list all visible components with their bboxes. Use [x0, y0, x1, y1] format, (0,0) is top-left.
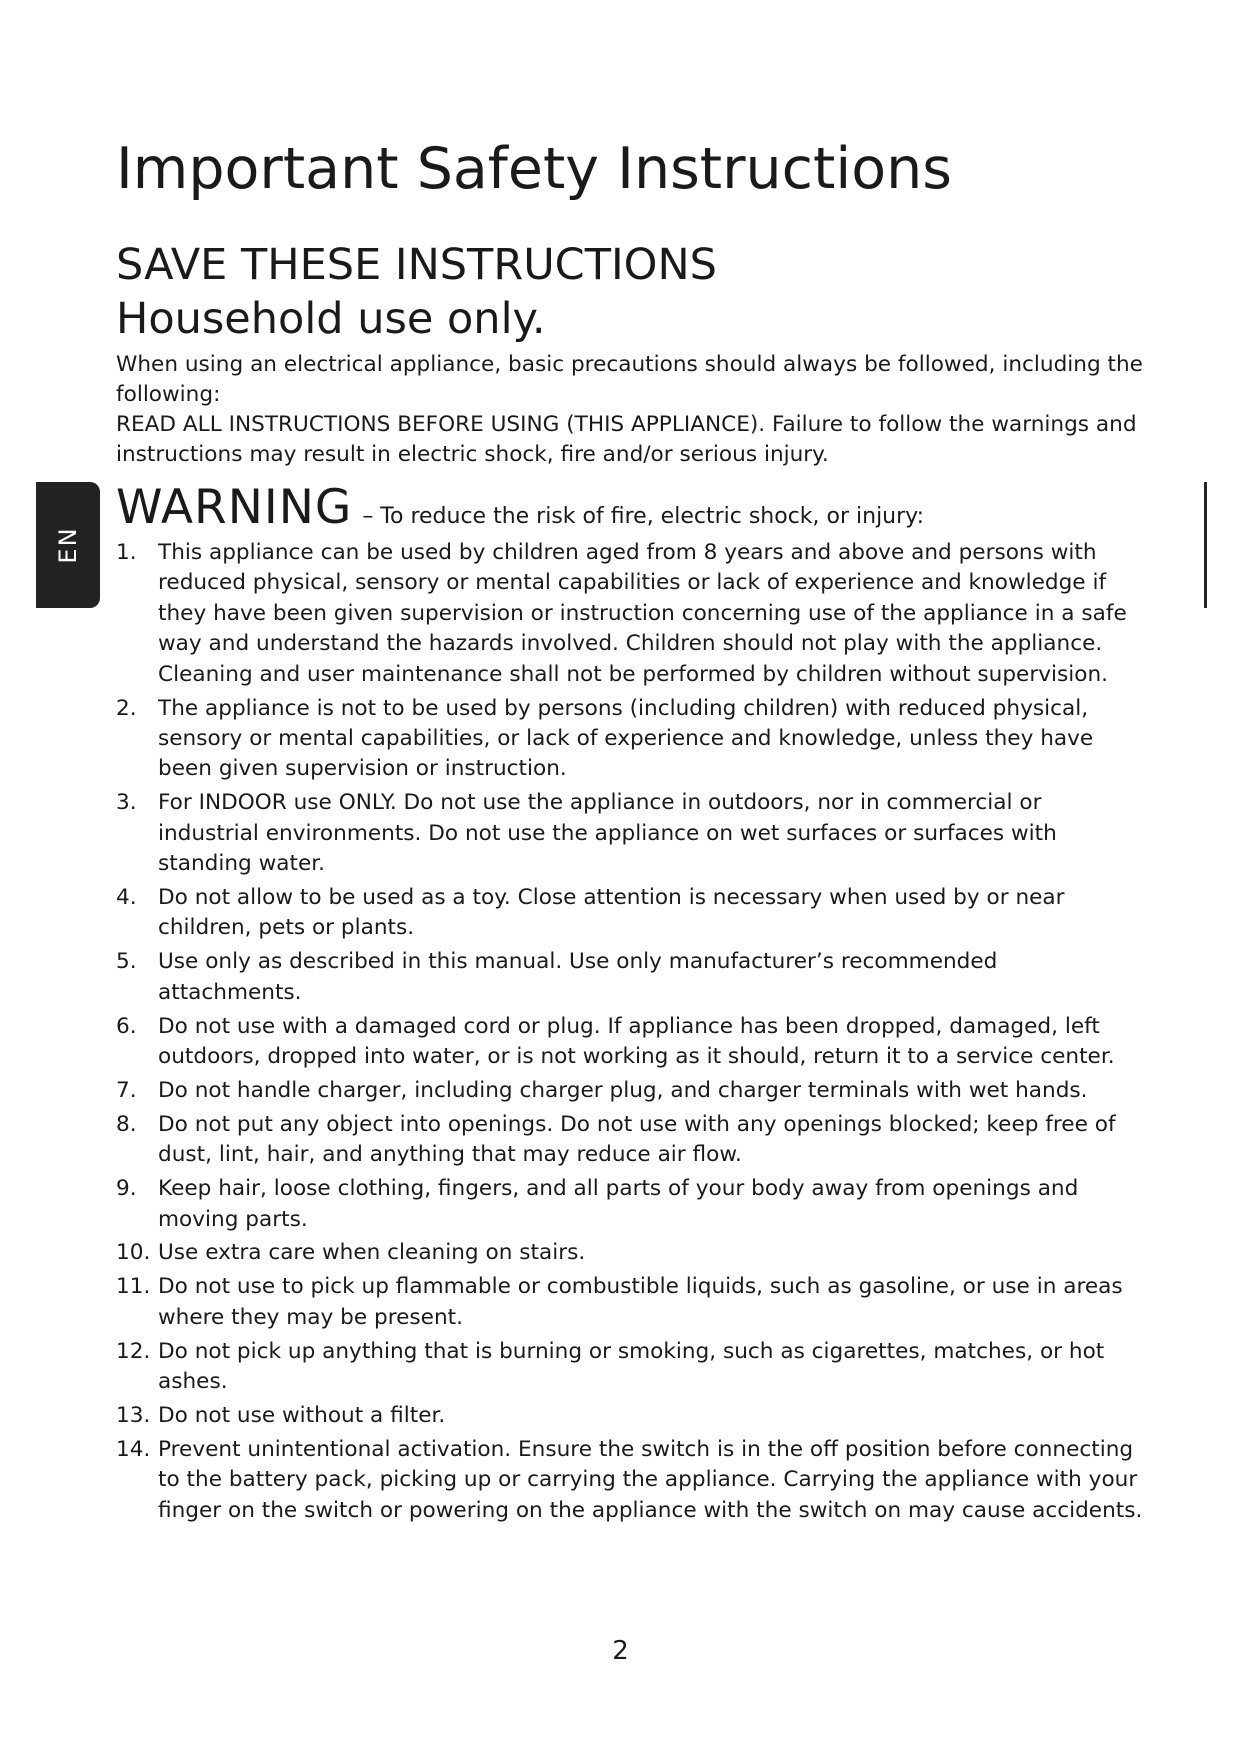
language-tab — [36, 482, 100, 608]
list-item — [116, 1272, 1146, 1333]
list-item-text: Do not use without a filter. — [158, 1402, 446, 1428]
page-title: Important Safety Instructions — [116, 136, 952, 202]
list-item-number: 14. — [116, 1436, 151, 1462]
language-tab-label: EN — [54, 526, 82, 564]
list-item — [116, 538, 1146, 690]
list-item — [116, 1238, 1146, 1268]
list-item-number: 13. — [116, 1402, 151, 1428]
household-use-heading: Household use only. — [116, 294, 546, 344]
list-item-text: Use only as described in this manual. Use only manufacturer’s recommended attachments. — [158, 949, 998, 1005]
list-item-number: 8. — [116, 1111, 137, 1137]
intro-section — [116, 350, 1156, 470]
list-item-text: Do not use with a damaged cord or plug. If appliance has been dropped, damaged, left outdoors, dropped into water, or is not working as it should, return it to a service center. — [158, 1013, 1115, 1069]
list-item-number: 12. — [116, 1338, 151, 1364]
list-item — [116, 1174, 1146, 1235]
list-item — [116, 1012, 1146, 1073]
list-item-text: Prevent unintentional activation. Ensure the switch is in the off position before connecting to the battery pack, picking up or carrying the appliance. Carrying the appliance with your finger on the switch or powering on the appliance with the switch on may cause accidents. — [158, 1436, 1143, 1523]
list-item-number: 3. — [116, 790, 137, 816]
list-item-text: Do not use to pick up flammable or combustible liquids, such as gasoline, or use in areas where they may be present. — [158, 1274, 1123, 1330]
list-item-number: 1. — [116, 540, 137, 565]
list-item — [116, 1401, 1146, 1431]
list-item-number: 11. — [116, 1274, 151, 1300]
list-item-number: 6. — [116, 1013, 137, 1039]
list-item-text: Do not handle charger, including charger plug, and charger terminals with wet hands. — [158, 1077, 1088, 1103]
list-item-number: 9. — [116, 1176, 137, 1202]
save-instructions-heading: SAVE THESE INSTRUCTIONS — [116, 240, 717, 290]
list-item-number: 4. — [116, 884, 137, 910]
intro-read-all: READ ALL INSTRUCTIONS BEFORE USING (THIS APPLIANCE). Failure to follow the warnings and instructions may result in electric shock, fire and/or serious injury. — [116, 412, 1137, 467]
list-item — [116, 694, 1146, 785]
warning-word: WARNING — [116, 480, 353, 535]
section-marker-bar — [1204, 482, 1207, 608]
list-item-number: 5. — [116, 949, 137, 975]
list-item — [116, 1435, 1146, 1526]
list-item — [116, 1110, 1146, 1171]
list-item-number: 7. — [116, 1077, 137, 1103]
list-item — [116, 883, 1146, 944]
warning-subtext: – To reduce the risk of fire, electric shock, or injury: — [362, 504, 924, 529]
list-item-text: This appliance can be used by children aged from 8 years and above and persons with reduced physical, sensory or mental capabilities or lack of experience and knowledge if they have been given supervision or instruction concerning use of the appliance in a safe way and understand the hazards involved. Children should not play with the appliance. Cleaning and user maintenance shall not be performed by children without supervision. — [158, 540, 1127, 687]
list-item-text: For INDOOR use ONLY. Do not use the appliance in outdoors, nor in commercial or industrial environments. Do not use the appliance on wet surfaces or surfaces with standing water. — [158, 790, 1057, 877]
list-item — [116, 947, 1146, 1008]
safety-instructions-list — [116, 538, 1146, 1530]
warning-heading — [116, 480, 924, 535]
list-item — [116, 1076, 1146, 1106]
list-item-text: Do not allow to be used as a toy. Close attention is necessary when used by or near children, pets or plants. — [158, 884, 1065, 941]
list-item-text: Do not put any object into openings. Do not use with any openings blocked; keep free of dust, lint, hair, and anything that may reduce air flow. — [158, 1111, 1116, 1168]
list-item — [116, 1337, 1146, 1398]
list-item-text: Keep hair, loose clothing, fingers, and all parts of your body away from openings and moving parts. — [158, 1176, 1079, 1232]
list-item-text: Use extra care when cleaning on stairs. — [158, 1240, 586, 1266]
list-item-text: Do not pick up anything that is burning or smoking, such as cigarettes, matches, or hot ashes. — [158, 1338, 1105, 1395]
list-item-number: 10. — [116, 1240, 151, 1266]
list-item — [116, 788, 1146, 879]
page-number: 2 — [612, 1636, 629, 1666]
list-item-text: The appliance is not to be used by persons (including children) with reduced physical, sensory or mental capabilities, or lack of experience and knowledge, unless they have been given supervision or instruction. — [158, 695, 1094, 782]
intro-precautions: When using an electrical appliance, basic precautions should always be followed, including the following: — [116, 352, 1143, 407]
list-item-number: 2. — [116, 695, 137, 721]
